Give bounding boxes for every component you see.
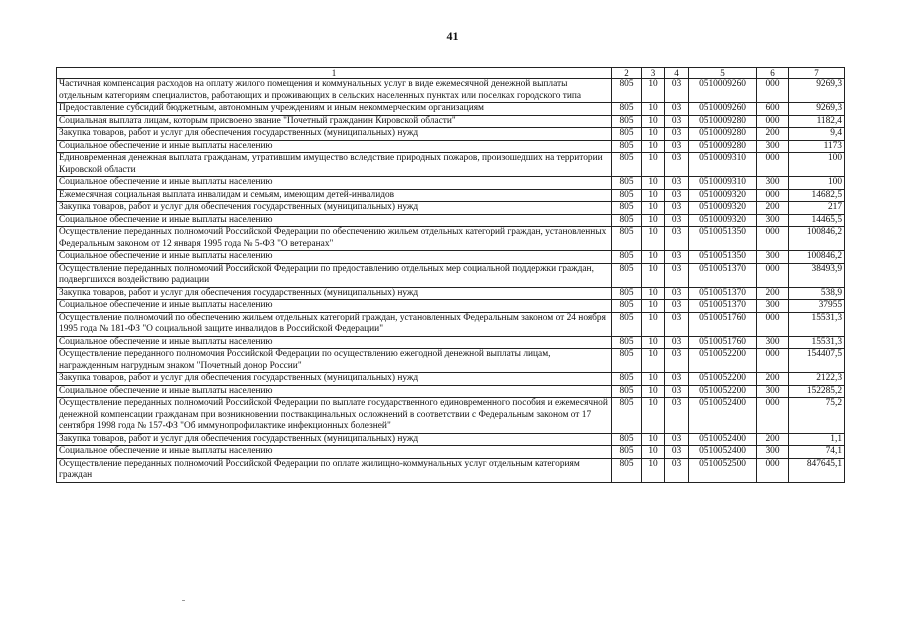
row-amount: 37955 [789, 300, 845, 313]
row-expense-type: 000 [757, 349, 789, 373]
row-description: Закупка товаров, работ и услуг для обеспечения государственных (муниципальных) нужд [57, 433, 612, 446]
row-target-article: 0510009310 [689, 177, 757, 190]
row-expense-type: 300 [757, 140, 789, 153]
row-target-article: 0510009260 [689, 103, 757, 116]
row-section-code: 10 [642, 214, 665, 227]
row-expense-type: 000 [757, 189, 789, 202]
row-section-code: 10 [642, 153, 665, 177]
table-row [57, 336, 845, 349]
header-cell-6: 6 [757, 68, 789, 79]
table-row [57, 189, 845, 202]
row-amount: 152285,2 [789, 385, 845, 398]
table-row [57, 79, 845, 103]
row-description: Единовременная денежная выплата гражданам, утратившим имущество вследствие природных пожаров, произошедших на территории Кировской области [57, 153, 612, 177]
row-description: Осуществление переданного полномочия Российской Федерации по осуществлению ежегодной денежной выплаты лицам, награжденным нагрудным знаком "Почетный донор России" [57, 349, 612, 373]
row-subsection-code: 03 [665, 287, 689, 300]
table-row [57, 287, 845, 300]
row-amount: 9,4 [789, 128, 845, 141]
row-target-article: 0510052400 [689, 398, 757, 434]
row-amount: 38493,9 [789, 263, 845, 287]
row-section-code: 10 [642, 103, 665, 116]
row-amount: 15531,3 [789, 336, 845, 349]
row-expense-type: 200 [757, 287, 789, 300]
row-amount: 74,1 [789, 446, 845, 459]
row-grbs-code: 805 [612, 79, 642, 103]
row-expense-type: 200 [757, 202, 789, 215]
row-amount: 100846,2 [789, 251, 845, 264]
row-subsection-code: 03 [665, 433, 689, 446]
row-description: Осуществление переданных полномочий Российской Федерации по предоставлению отдельных мер социальной поддержки граждан, подвергшихся воздействию радиации [57, 263, 612, 287]
table-row [57, 385, 845, 398]
row-expense-type: 200 [757, 373, 789, 386]
table-row [57, 251, 845, 264]
row-target-article: 0510051370 [689, 263, 757, 287]
row-description: Частичная компенсация расходов на оплату жилого помещения и коммунальных услуг в виде ежемесячной денежной выплаты отдельным категориям специалистов, работающих и проживающих в сельских населенных пунктах или поселках городского типа [57, 79, 612, 103]
row-amount: 100 [789, 153, 845, 177]
row-section-code: 10 [642, 263, 665, 287]
row-section-code: 10 [642, 189, 665, 202]
row-subsection-code: 03 [665, 79, 689, 103]
row-description: Социальное обеспечение и иные выплаты населению [57, 385, 612, 398]
row-subsection-code: 03 [665, 103, 689, 116]
row-subsection-code: 03 [665, 373, 689, 386]
row-grbs-code: 805 [612, 115, 642, 128]
row-section-code: 10 [642, 251, 665, 264]
row-target-article: 0510052200 [689, 373, 757, 386]
row-subsection-code: 03 [665, 189, 689, 202]
table-row [57, 373, 845, 386]
row-subsection-code: 03 [665, 153, 689, 177]
row-grbs-code: 805 [612, 214, 642, 227]
row-expense-type: 000 [757, 227, 789, 251]
header-row [57, 68, 845, 79]
row-target-article: 0510052400 [689, 433, 757, 446]
row-grbs-code: 805 [612, 202, 642, 215]
table-header [57, 68, 845, 79]
page-number: 41 [446, 29, 459, 43]
header-cell-2: 2 [612, 68, 642, 79]
row-description: Осуществление переданных полномочий Российской Федерации по выплате государственного единовременного пособия и ежемесячной денежной компенсации гражданам при возникновении поствакцинальных осложнений в соответствии с Федеральным законом от 17 сентября 1998 года № 157-ФЗ "Об иммунопрофилактике инфекционных болезней" [57, 398, 612, 434]
table-row [57, 103, 845, 116]
row-amount: 75,2 [789, 398, 845, 434]
table-row [57, 398, 845, 434]
row-grbs-code: 805 [612, 300, 642, 313]
row-description: Социальное обеспечение и иные выплаты населению [57, 446, 612, 459]
table-row [57, 140, 845, 153]
table-row [57, 227, 845, 251]
table-body [57, 79, 845, 483]
table-row [57, 263, 845, 287]
row-target-article: 0510009280 [689, 140, 757, 153]
table-row [57, 202, 845, 215]
row-section-code: 10 [642, 312, 665, 336]
row-grbs-code: 805 [612, 251, 642, 264]
row-description: Закупка товаров, работ и услуг для обеспечения государственных (муниципальных) нужд [57, 287, 612, 300]
header-cell-4: 4 [665, 68, 689, 79]
row-amount: 14682,5 [789, 189, 845, 202]
row-section-code: 10 [642, 140, 665, 153]
row-expense-type: 000 [757, 79, 789, 103]
row-expense-type: 300 [757, 385, 789, 398]
row-subsection-code: 03 [665, 349, 689, 373]
row-section-code: 10 [642, 287, 665, 300]
row-description: Закупка товаров, работ и услуг для обеспечения государственных (муниципальных) нужд [57, 128, 612, 141]
row-target-article: 0510051370 [689, 300, 757, 313]
row-target-article: 0510009310 [689, 153, 757, 177]
row-target-article: 0510051370 [689, 287, 757, 300]
row-amount: 15531,3 [789, 312, 845, 336]
row-section-code: 10 [642, 300, 665, 313]
row-amount: 1182,4 [789, 115, 845, 128]
row-description: Социальное обеспечение и иные выплаты населению [57, 336, 612, 349]
row-amount: 100 [789, 177, 845, 190]
budget-table [56, 67, 845, 483]
row-grbs-code: 805 [612, 398, 642, 434]
row-grbs-code: 805 [612, 373, 642, 386]
row-subsection-code: 03 [665, 312, 689, 336]
row-target-article: 0510052200 [689, 349, 757, 373]
table-row [57, 300, 845, 313]
row-expense-type: 000 [757, 458, 789, 482]
row-expense-type: 200 [757, 433, 789, 446]
row-section-code: 10 [642, 336, 665, 349]
row-grbs-code: 805 [612, 128, 642, 141]
row-section-code: 10 [642, 79, 665, 103]
table-row [57, 214, 845, 227]
row-subsection-code: 03 [665, 128, 689, 141]
row-description: Социальное обеспечение и иные выплаты населению [57, 214, 612, 227]
row-amount: 100846,2 [789, 227, 845, 251]
row-section-code: 10 [642, 115, 665, 128]
row-section-code: 10 [642, 398, 665, 434]
row-grbs-code: 805 [612, 227, 642, 251]
row-subsection-code: 03 [665, 300, 689, 313]
row-expense-type: 600 [757, 103, 789, 116]
row-amount: 2122,3 [789, 373, 845, 386]
row-description: Осуществление переданных полномочий Российской Федерации по оплате жилищно-коммунальных услуг отдельным категориям граждан [57, 458, 612, 482]
row-grbs-code: 805 [612, 446, 642, 459]
row-description: Закупка товаров, работ и услуг для обеспечения государственных (муниципальных) нужд [57, 373, 612, 386]
row-target-article: 0510051760 [689, 312, 757, 336]
row-amount: 9269,3 [789, 79, 845, 103]
table-row [57, 349, 845, 373]
row-section-code: 10 [642, 433, 665, 446]
row-expense-type: 300 [757, 336, 789, 349]
row-target-article: 0510052500 [689, 458, 757, 482]
row-grbs-code: 805 [612, 189, 642, 202]
row-expense-type: 300 [757, 214, 789, 227]
row-amount: 538,9 [789, 287, 845, 300]
row-subsection-code: 03 [665, 214, 689, 227]
row-subsection-code: 03 [665, 115, 689, 128]
row-grbs-code: 805 [612, 349, 642, 373]
row-amount: 1,1 [789, 433, 845, 446]
row-amount: 9269,3 [789, 103, 845, 116]
row-target-article: 0510009320 [689, 214, 757, 227]
row-expense-type: 000 [757, 312, 789, 336]
row-grbs-code: 805 [612, 336, 642, 349]
row-subsection-code: 03 [665, 177, 689, 190]
row-amount: 217 [789, 202, 845, 215]
row-target-article: 0510052400 [689, 446, 757, 459]
header-cell-7: 7 [789, 68, 845, 79]
row-section-code: 10 [642, 458, 665, 482]
row-target-article: 0510051760 [689, 336, 757, 349]
row-amount: 1173 [789, 140, 845, 153]
row-amount: 847645,1 [789, 458, 845, 482]
row-grbs-code: 805 [612, 385, 642, 398]
row-expense-type: 300 [757, 177, 789, 190]
row-target-article: 0510009320 [689, 189, 757, 202]
row-subsection-code: 03 [665, 398, 689, 434]
row-section-code: 10 [642, 128, 665, 141]
row-target-article: 0510009280 [689, 128, 757, 141]
row-expense-type: 000 [757, 153, 789, 177]
row-subsection-code: 03 [665, 263, 689, 287]
row-grbs-code: 805 [612, 103, 642, 116]
row-target-article: 0510052200 [689, 385, 757, 398]
row-subsection-code: 03 [665, 458, 689, 482]
row-expense-type: 300 [757, 251, 789, 264]
row-subsection-code: 03 [665, 446, 689, 459]
header-cell-3: 3 [642, 68, 665, 79]
row-grbs-code: 805 [612, 263, 642, 287]
table-row [57, 446, 845, 459]
row-subsection-code: 03 [665, 251, 689, 264]
table-row [57, 177, 845, 190]
row-grbs-code: 805 [612, 458, 642, 482]
table-row [57, 458, 845, 482]
row-description: Социальное обеспечение и иные выплаты населению [57, 300, 612, 313]
row-section-code: 10 [642, 177, 665, 190]
row-description: Осуществление переданных полномочий Российской Федерации по обеспечению жильем отдельных категорий граждан, установленных Федеральным законом от 12 января 1995 года № 5-ФЗ "О ветеранах" [57, 227, 612, 251]
row-subsection-code: 03 [665, 336, 689, 349]
row-amount: 14465,5 [789, 214, 845, 227]
scan-mark [182, 600, 185, 601]
row-expense-type: 000 [757, 263, 789, 287]
table-row [57, 312, 845, 336]
row-expense-type: 000 [757, 398, 789, 434]
row-expense-type: 300 [757, 446, 789, 459]
header-cell-1: 1 [57, 68, 612, 79]
row-section-code: 10 [642, 349, 665, 373]
row-expense-type: 000 [757, 115, 789, 128]
row-target-article: 0510009320 [689, 202, 757, 215]
row-target-article: 0510051350 [689, 251, 757, 264]
row-target-article: 0510009260 [689, 79, 757, 103]
row-description: Предоставление субсидий бюджетным, автономным учреждениям и иным некоммерческим организациям [57, 103, 612, 116]
row-grbs-code: 805 [612, 153, 642, 177]
row-section-code: 10 [642, 446, 665, 459]
row-grbs-code: 805 [612, 177, 642, 190]
row-grbs-code: 805 [612, 287, 642, 300]
row-grbs-code: 805 [612, 140, 642, 153]
row-target-article: 0510009280 [689, 115, 757, 128]
row-target-article: 0510051350 [689, 227, 757, 251]
row-description: Социальная выплата лицам, которым присвоено звание "Почетный гражданин Кировской области" [57, 115, 612, 128]
row-subsection-code: 03 [665, 202, 689, 215]
row-section-code: 10 [642, 385, 665, 398]
header-cell-5: 5 [689, 68, 757, 79]
table-row [57, 115, 845, 128]
row-description: Закупка товаров, работ и услуг для обеспечения государственных (муниципальных) нужд [57, 202, 612, 215]
row-subsection-code: 03 [665, 385, 689, 398]
row-description: Социальное обеспечение и иные выплаты населению [57, 251, 612, 264]
row-description: Социальное обеспечение и иные выплаты населению [57, 140, 612, 153]
table-row [57, 433, 845, 446]
row-subsection-code: 03 [665, 227, 689, 251]
row-expense-type: 300 [757, 300, 789, 313]
table-row [57, 128, 845, 141]
table-row [57, 153, 845, 177]
row-section-code: 10 [642, 202, 665, 215]
row-section-code: 10 [642, 227, 665, 251]
row-grbs-code: 805 [612, 312, 642, 336]
row-expense-type: 200 [757, 128, 789, 141]
row-grbs-code: 805 [612, 433, 642, 446]
row-description: Ежемесячная социальная выплата инвалидам и семьям, имеющим детей-инвалидов [57, 189, 612, 202]
row-amount: 154407,5 [789, 349, 845, 373]
row-section-code: 10 [642, 373, 665, 386]
row-subsection-code: 03 [665, 140, 689, 153]
row-description: Осуществление полномочий по обеспечению жильем отдельных категорий граждан, установленных Федеральным законом от 24 ноября 1995 года № 181-ФЗ "О социальной защите инвалидов в Российской Федерации" [57, 312, 612, 336]
row-description: Социальное обеспечение и иные выплаты населению [57, 177, 612, 190]
